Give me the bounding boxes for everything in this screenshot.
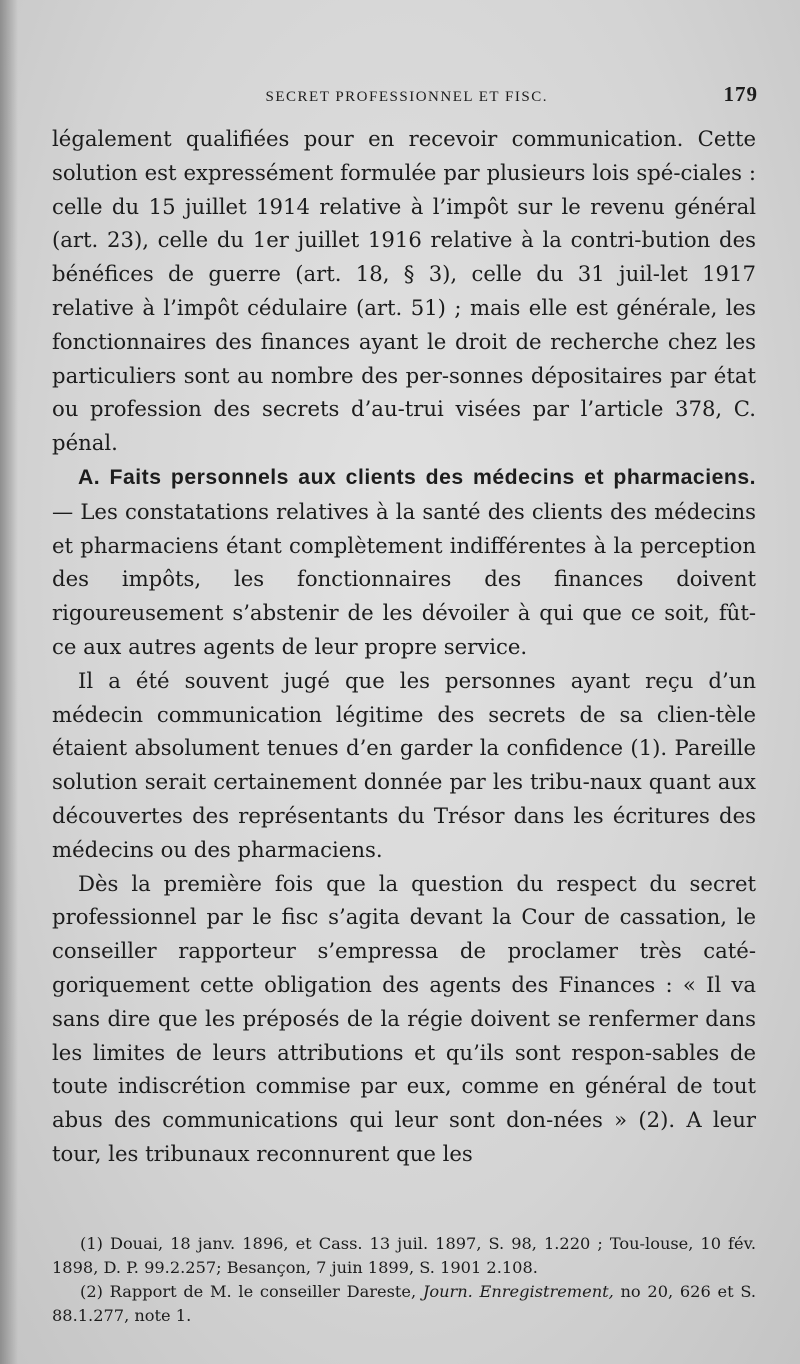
paragraph-continuation: légalement qualifiées pour en recevoir communication. Cette solution est expressément formulée par plusieurs lois spé-ciales : celle du 15 juillet 1914 relative à l’impôt sur le revenu général (art. 23), celle du 1er juillet 1916 relative à la contri-bution des bénéfices de guerre (art. 18, § 3), celle du 31 juil-let 1917 relative à l’impôt cédulaire (art. 51) ; mais elle est générale, les fonctionnaires des finances ayant le droit de recherche chez les particuliers sont au nombre des per-sonnes dépositaires par état ou profession des secrets d’au-trui visées par l’article 378, C. pénal. [52, 126, 756, 456]
paragraph-2: Il a été souvent jugé que les personnes ayant reçu d’un médecin communication légitime des secrets de sa clien-tèle étaient absolument tenues d’en garder la confidence (1). Pareille solution serait certainement donnée par les tribu-naux quant aux découvertes des représentants du Trésor dans les écritures des médecins ou des pharmaciens. [52, 667, 756, 862]
binding-shadow [0, 0, 18, 1364]
footnotes [52, 1232, 756, 1328]
page-header [50, 82, 758, 112]
footnote-2-start: (2) Rapport de M. le conseiller Dareste, [80, 1282, 423, 1301]
section-a-text: — Les constatations relatives à la santé des clients des médecins et pharmaciens étant complètement indifférentes à la perception des impôts, les fonctionnaires des finances doivent rigoureusement s’abstenir de les dévoiler à qui que ce soit, fût-ce aux autres agents de leur propre service. [52, 498, 756, 659]
footnote-1: (1) Douai, 18 janv. 1896, et Cass. 13 juil. 1897, S. 98, 1.220 ; Tou-louse, 10 fév. 1898, D. P. 99.2.257; Besançon, 7 juin 1899, S. 1901 2.108. [52, 1234, 756, 1277]
section-a-heading: A. Faits personnels aux clients des médecins et pharmaciens. [78, 465, 756, 489]
footnote-2-end: no 20, 626 et S. 88.1.277, note 1. [52, 1282, 756, 1325]
footnote-2 [52, 1280, 756, 1328]
paragraph-3: Dès la première fois que la question du respect du secret professionnel par le fisc s’agita devant la Cour de cassation, le conseiller rapporteur s’empressa de proclamer très caté-goriquement cette obligation des agents des Finances : « Il va sans dire que les préposés de la régie doivent se renfermer dans les limites de leurs attributions et qu’ils sont respon-sables de toute indiscrétion commise par eux, comme en général de tout abus des communications qui leur sont don-nées » (2). A leur tour, les tribunaux reconnurent que les [52, 870, 756, 1166]
page-number: 179 [723, 82, 758, 106]
body-text [52, 122, 756, 1171]
running-head: SECRET PROFESSIONNEL ET FISC. [265, 89, 548, 105]
section-a-paragraph [52, 460, 756, 664]
footnote-2-journal: Journ. Enregistrement, [422, 1282, 614, 1301]
